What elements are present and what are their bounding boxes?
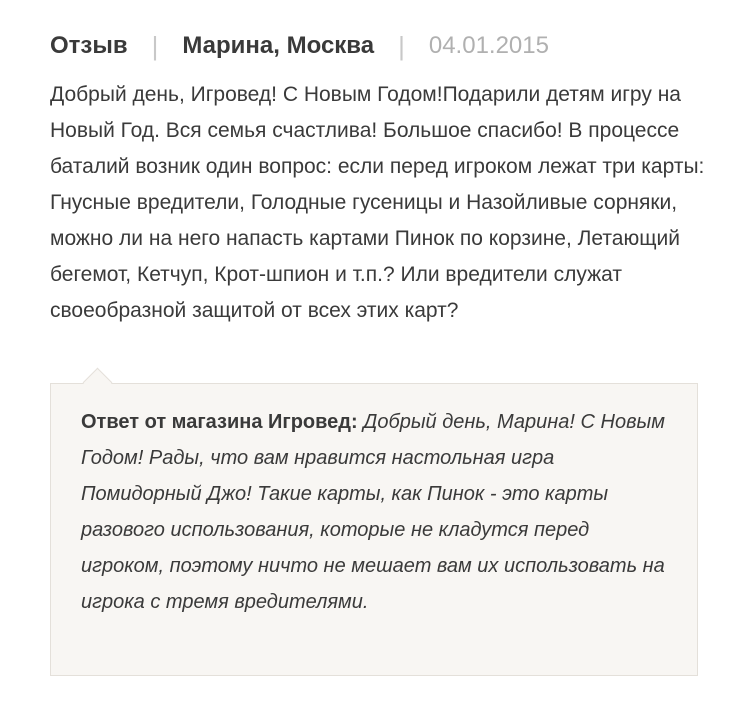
header-separator: |: [151, 30, 159, 61]
review-date: 04.01.2015: [428, 32, 549, 59]
answer-label: Ответ от магазина Игровед:: [81, 411, 358, 433]
store-answer: [81, 404, 671, 620]
answer-pointer-arrow: [83, 368, 113, 398]
answer-text: Добрый день, Марина! С Новым Годом! Рады, что вам нравится настольная игра Помидорный Джо! Такие карты, как Пинок - это карты разового использования, которые не кладутся перед игроком, поэтому ничто не мешает вам их использовать на игрока с тремя вредителями.: [81, 411, 665, 613]
review: [50, 26, 710, 329]
review-type-label: Отзыв: [50, 32, 128, 59]
review-header: [50, 26, 710, 66]
store-answer-box: [50, 383, 698, 676]
review-author: Марина, Москва: [182, 32, 375, 59]
header-separator: |: [398, 30, 405, 61]
review-text: Добрый день, Игровед! С Новым Годом!Подарили детям игру на Новый Год. Вся семья счастлива! Большое спасибо! В процессе баталий возник один вопрос: если перед игроком лежат три карты: Гнусные вредители, Голодные гусеницы и Назойливые сорняки, можно ли на него напасть картами Пинок по корзине, Летающий бегемот, Кетчуп, Крот-шпион и т.п.? Или вредители служат своеобразной защитой от всех этих карт?: [50, 83, 705, 322]
